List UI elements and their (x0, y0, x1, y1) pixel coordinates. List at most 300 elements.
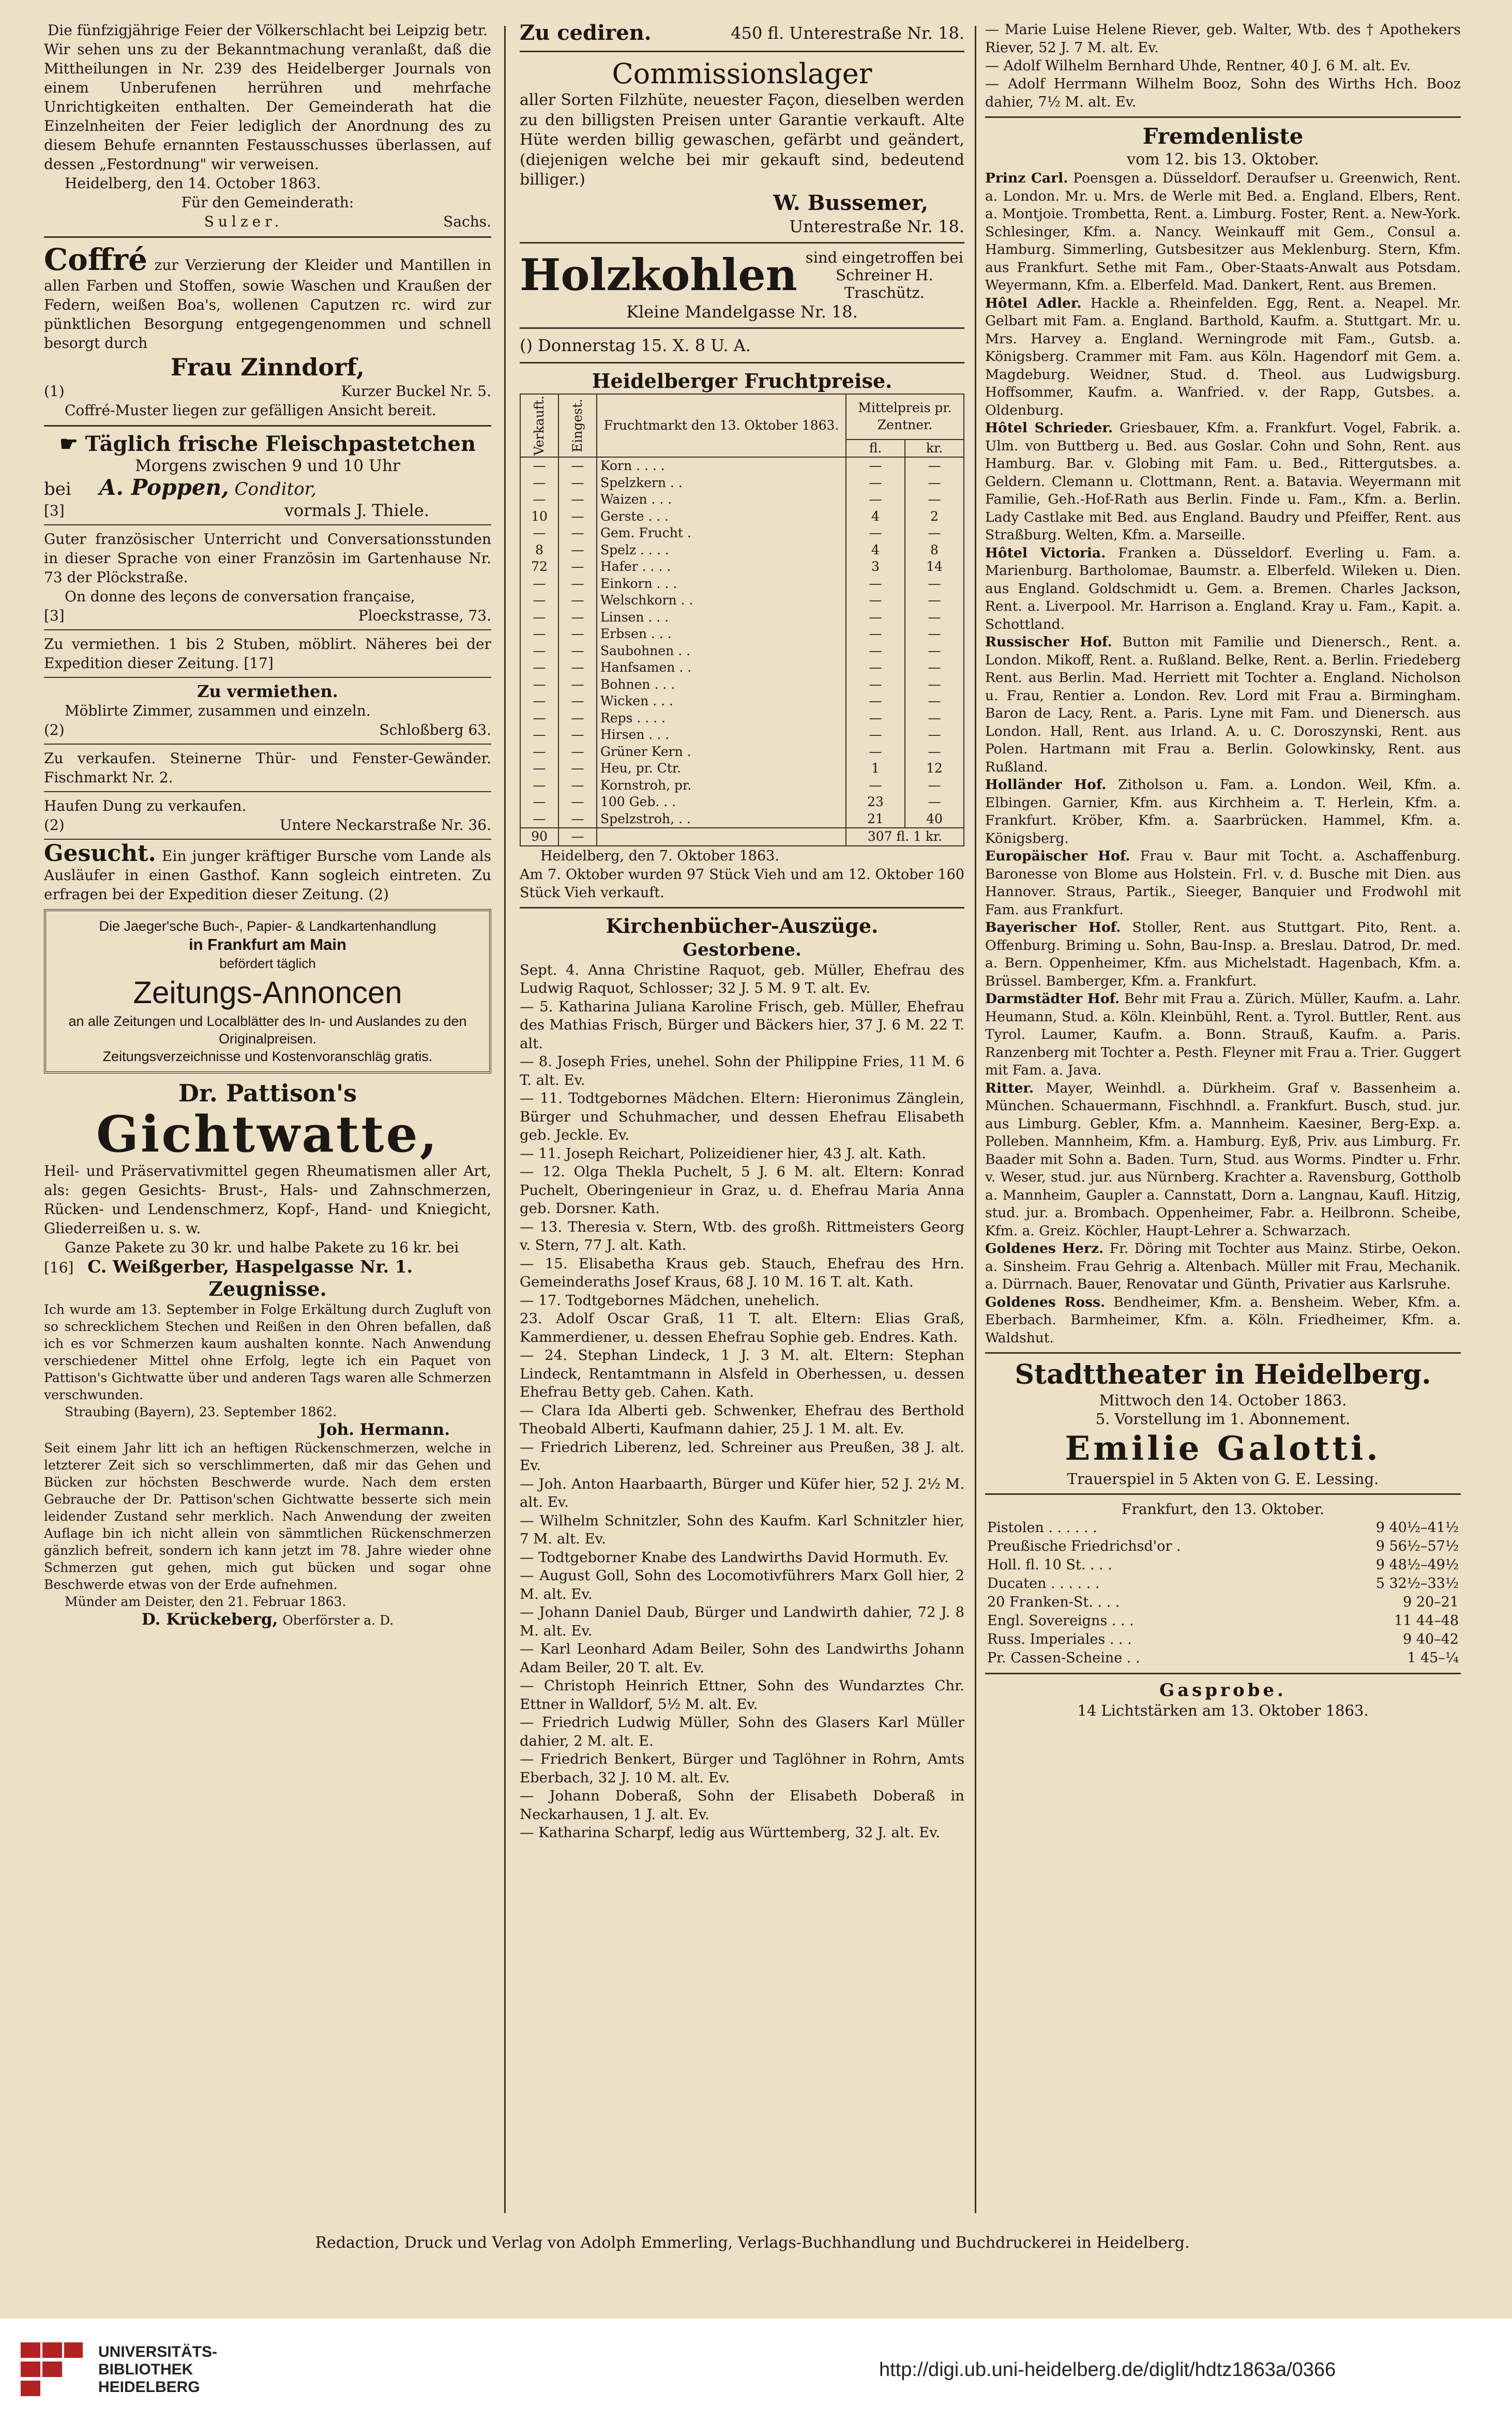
death-entry: — 8. Joseph Fries, unehel. Sohn der Philippine Fries, 11 M. 6 T. alt. Ev. (520, 1053, 964, 1088)
fruit-cell-verkauft: — (520, 592, 558, 609)
hotel-guests: Button mit Familie und Dienersch., Rent. a. London. Mikoff, Rent. a. Rußland. Belke, Rent. a. Berlin. Friedeberg Rent. aus Berlin. Mad. Herriett mit Tochter a. England. Nicholson u. Frau, Rentier a. London. Rev. Lord mit Frau a. Birmingham. Baron de Lacy, Rent. a. Paris. Lyne mit Fam. und Dienersch. aus London. Hall, Rent. aus Irland. A. u. C. Doroszynski, Rent. aus Polen. Hartmann mit Frau a. Berlin. Golowkinsky, Rent. aus Rußland. (985, 634, 1461, 775)
fruit-row (520, 626, 964, 643)
fruit-cell-eingestellt: — (558, 659, 597, 676)
gold-row (985, 1537, 1461, 1556)
fruit-cell-verkauft: — (520, 576, 558, 593)
fruchtpreise-table (520, 393, 964, 846)
library-logo-icon (21, 2342, 83, 2397)
fruit-cell-fl: — (846, 693, 905, 710)
gold-coin: Preußische Friedrichsd'or . (987, 1538, 1181, 1554)
fruit-cell-kr: 40 (905, 811, 964, 828)
announcement-date: Heidelberg, den 14. October 1863. (65, 175, 321, 192)
ad-jaeger-box (44, 909, 491, 1073)
kirch-subheadline: Gestorbene. (683, 939, 802, 960)
hotel-name: Goldenes Herz. (985, 1240, 1104, 1257)
fruit-cell-kr: — (905, 643, 964, 660)
column-left (44, 21, 491, 2223)
fruit-cell-grain: Hanfsamen . . (597, 659, 846, 676)
fruit-cell-fl: — (846, 457, 905, 475)
fruit-row (520, 475, 964, 492)
fruit-cell-kr: — (905, 475, 964, 492)
fruit-cell-verkauft: 72 (520, 558, 558, 576)
fruit-row (520, 576, 964, 593)
holz-headline: Holzkohlen (520, 249, 797, 300)
hotel-entry (985, 1080, 1461, 1240)
fruit-cell-verkauft: — (520, 676, 558, 693)
hotel-entry (985, 1240, 1461, 1294)
verm2-number: (2) (44, 721, 65, 738)
fruit-cell-fl: — (846, 726, 905, 744)
death-entry: — 13. Theresia v. Stern, Wtb. des großh. Rittmeisters Georg v. Stern, 77 J. alt. Kath. (520, 1218, 964, 1253)
hotel-name: Ritter. (985, 1080, 1034, 1096)
ad-vermiethen-2 (44, 682, 491, 739)
zeugnis-2-place: Münder am Deister, den 21. Februar 1863. (65, 1594, 346, 1609)
fruit-cell-fl: — (846, 643, 905, 660)
fruit-cell-kr: — (905, 693, 964, 710)
zeugnisse-headline: Zeugnisse. (208, 1277, 327, 1300)
fruit-cell-kr: — (905, 576, 964, 593)
signature-sachs: Sachs. (443, 213, 491, 230)
hotel-entry (985, 776, 1461, 847)
verm1-number: [17] (244, 655, 274, 672)
fruit-cell-fl: 1 (846, 760, 905, 777)
fruit-row (520, 592, 964, 609)
ad-vermiethen-1 (44, 634, 491, 673)
fruit-row (520, 659, 964, 676)
jaeger-line3: befördert täglich (219, 956, 316, 971)
zeugnis-2-title: Oberförster a. D. (282, 1613, 394, 1628)
franz-text: Guter französischer Unterricht und Conversationsstunden in dieser Sprache von einer Französin im Gartenhause Nr. 73 der Plöckstraße. (44, 531, 491, 586)
theater-date: Mittwoch den 14. October 1863. (1099, 1391, 1347, 1409)
goldkurse-section (985, 1500, 1461, 1668)
fruit-cell-grain: Gerste . . . (597, 508, 846, 525)
fruit-cell-fl: 4 (846, 508, 905, 525)
fruit-cell-verkauft: — (520, 659, 558, 676)
fruit-cell-verkauft: — (520, 491, 558, 508)
fruit-cell-grain: 100 Geb. . . (597, 794, 846, 811)
fruit-cell-eingestellt: — (558, 643, 597, 660)
fruit-cell-fl: — (846, 525, 905, 542)
fruit-cell-kr: — (905, 592, 964, 609)
fruit-row (520, 643, 964, 660)
fruit-cell-verkauft: — (520, 693, 558, 710)
fruit-cell-eingestellt: — (558, 508, 597, 525)
hotel-name: Hôtel Victoria. (985, 544, 1106, 561)
gicht-price: Ganze Pakete zu 30 kr. und halbe Pakete zu 16 kr. bei (65, 1239, 459, 1256)
death-continued-1: — Marie Luise Helene Riever, geb. Walter, Wtb. des † Apothekers Riever, 52 J. 7 M. alt. Ev. (985, 22, 1461, 56)
library-name-line1: UNIVERSITÄTS- (98, 2343, 218, 2360)
fruit-cell-verkauft: — (520, 609, 558, 626)
death-entry: — 12. Olga Thekla Puchelt, 5 J. 6 M. alt. Eltern: Konrad Puchelt, Oberingenieur in Graz, u. d. Ehefrau Maria Anna geb. Dorsner. Kath. (520, 1163, 964, 1217)
death-entry: — 15. Elisabetha Kraus geb. Stauch, Ehefrau des Hrn. Gemeinderaths Josef Kraus, 68 J. 10 M. 16 T. alt. Kath. (520, 1255, 964, 1290)
gold-coin: 20 Franken-St. . . . (987, 1594, 1120, 1610)
fruit-cell-grain: Hafer . . . . (597, 558, 846, 576)
fruit-date: Heidelberg, den 7. Oktober 1863. (540, 847, 779, 864)
fruit-row (520, 811, 964, 828)
cediren-text: 450 fl. Unterestraße Nr. 18. (731, 23, 964, 43)
fruit-cell-fl: — (846, 491, 905, 508)
fruit-cell-kr: — (905, 676, 964, 693)
fruit-cell-grain: Heu, pr. Ctr. (597, 760, 846, 777)
fruit-row (520, 710, 964, 727)
fruit-cell-eingestellt: — (558, 491, 597, 508)
fremdenliste-date: vom 12. bis 13. Oktober. (1127, 150, 1319, 169)
column-rule (975, 26, 976, 2213)
death-entry: — Friedrich Ludwig Müller, Sohn des Glasers Karl Müller dahier, 2 M. alt. E. (520, 1714, 964, 1749)
hotel-guests: Fr. Döring mit Tochter aus Mainz. Stirbe, Oekon. a. Sinsheim. Frau Gehrig a. Altenbach. Müller mit Frau, Mechanik. a. Dürrnach. Bauer, Renovatar und Günth, Privatier aus Karlsruhe. (985, 1240, 1461, 1292)
goldkurse-table (985, 1519, 1461, 1668)
fruit-cell-fl: — (846, 475, 905, 492)
ad-coffre (44, 243, 491, 420)
pastete-vormals: vormals J. Thiele. (284, 501, 429, 520)
fruit-cell-fl: — (846, 592, 905, 609)
death-entry: — Clara Ida Alberti geb. Schwenker, Ehefrau des Berthold Theobald Alberti, Kaufmann dahier, 25 J. 1 M. alt. Ev. (520, 1402, 964, 1437)
hotel-guests: Hackle a. Rheinfelden. Egg, Rent. a. Neapel. Mr. Gelbart mit Fam. a. England. Barthold, Kaufm. a. Stuttgart. Mr. u. Mrs. Harvey a. England. Werningrode mit Fam., Gutsb. a. Königsberg. Crammer mit Fam. aus Köln. Hagendorf mit Gem. a. Magdeburg. Weidner, Stud. d. Theol. aus Ludwigsburg. Hoffsommer, Kaufm. a. Wanfried. v. der Rapp, Gutsbes. a. Oldenburg. (985, 295, 1461, 418)
gold-headline: Frankfurt, den 13. Oktober. (1122, 1501, 1324, 1518)
fruit-cell-kr: — (905, 726, 964, 744)
death-entry: 23. Adolf Oscar Graß, 11 T. alt. Eltern: Elias Graß, Kammerdiener, u. dessen Ehefrau Sophie geb. Endres. Kath. (520, 1310, 964, 1345)
fruit-th-fl: fl. (846, 440, 905, 458)
fruit-cell-fl: — (846, 659, 905, 676)
hotel-entry (985, 847, 1461, 919)
fruit-cell-verkauft: — (520, 726, 558, 744)
fruit-cell-eingestellt: — (558, 457, 597, 475)
gold-coin: Holl. fl. 10 St. . . . (987, 1557, 1112, 1573)
death-entry: — Wilhelm Schnitzler, Sohn des Kaufm. Karl Schnitzler hier, 7 M. alt. Ev. (520, 1512, 964, 1547)
fruit-cell-eingestellt: — (558, 726, 597, 744)
library-name-line2: BIBLIOTHEK (98, 2361, 193, 2378)
fruit-row (520, 760, 964, 777)
gold-coin: Ducaten . . . . . . (987, 1576, 1100, 1592)
hotel-name: Hôtel Adler. (985, 295, 1082, 311)
gicht-headline: Gichtwatte, (96, 1105, 440, 1163)
hotel-guests: Poensgen a. Düsseldorf. Deraufser u. Greenwich, Rent. a. London. Mr. u. Mrs. de Werle mit Bed. a. England. Elbers, Rent. a. Montjoie. Trombetta, Rent. a. Limburg. Foster, Rent. a. New-York. Schlesinger, Kfm. a. Nancy. Weinkauff mit Gem., Consul a. Hamburg. Simmerling, Gutsbesitzer aus Meklenburg. Stern, Kfm. aus Frankfurt. Sethe mit Fam., Ober-Staats-Anwalt aus Potsdam. Weyermann, Kfm. a. Elberfeld. Mad. Dankert, Rent. aus Bremen. (985, 170, 1461, 293)
fruit-cell-eingestellt: — (558, 777, 597, 794)
hotel-name: Darmstädter Hof. (985, 991, 1120, 1007)
hotel-name: Europäischer Hof. (985, 848, 1130, 864)
death-entry: — Johann Doberaß, Sohn der Elisabeth Doberaß in Neckarhausen, 1 J. alt. Ev. (520, 1788, 964, 1823)
gicht-number: [16] (44, 1259, 74, 1276)
fruit-th-markt: Fruchtmarkt den 13. Oktober 1863. (597, 394, 846, 458)
fruit-cell-eingestellt: — (558, 760, 597, 777)
death-entry: Sept. 4. Anna Christine Raquot, geb. Müller, Ehefrau des Ludwig Raquot, Schlosser; 32 J. 5 M. 9 T. alt. Ev. (520, 961, 964, 996)
fruit-cell-verkauft: — (520, 457, 558, 475)
pastete-time: Morgens zwischen 9 und 10 Uhr (135, 457, 400, 475)
pastete-bei: bei (44, 479, 71, 499)
fruit-cell-verkauft: — (520, 710, 558, 727)
fruit-cell-kr: — (905, 609, 964, 626)
fruit-cell-grain: Welschkorn . . (597, 592, 846, 609)
fruit-cell-verkauft: — (520, 760, 558, 777)
hotel-name: Russischer Hof. (985, 634, 1112, 650)
fruit-note: Am 7. Oktober wurden 97 Stück Vieh und am 12. Oktober 160 Stück Vieh verkauft. (520, 866, 964, 901)
franz-french: On donne des leçons de conversation française, (65, 588, 415, 605)
coffre-note: Coffré-Muster liegen zur gefälligen Ansicht bereit. (65, 402, 436, 419)
hotel-guests: Behr mit Frau a. Zürich. Müller, Kaufm. a. Lahr. Heumann, Stud. a. Köln. Kleinbühl, Rent. a. Tyrol. Buttler, Rent. aus Tyrol. Laumer, Kaufm. a. Bonn. Strauß, Kaufm. a. Paris. Ranzenberg mit Tochter a. Pesth. Fleyner mit Frau a. Trier. Guggert mit Fam. a. Java. (985, 991, 1461, 1078)
pastete-name: A. Poppen, (99, 475, 229, 500)
announcement-signer-label: Für den Gemeinderath: (181, 194, 354, 211)
fruit-cell-eingestellt: — (558, 794, 597, 811)
fruchtpreise-section (520, 369, 964, 902)
death-entry: — Friedrich Benkert, Bürger und Taglöhner in Rohrn, Amts Eberbach, 32 J. 10 M. alt. Ev. (520, 1751, 964, 1786)
death-entry: — Katharina Scharpf, ledig aus Württemberg, 32 J. alt. Ev. (520, 1824, 941, 1841)
fruit-cell-grain: Wicken . . . (597, 693, 846, 710)
death-entry: — Christoph Heinrich Ettner, Sohn des Wundarztes Chr. Ettner in Walldorf, 5½ M. alt. Ev. (520, 1677, 964, 1713)
gold-row (985, 1575, 1461, 1593)
gold-rate: 9 20–21 (1403, 1594, 1459, 1610)
fruit-row (520, 676, 964, 693)
hotel-entry (985, 633, 1461, 776)
fruit-cell-fl: 3 (846, 558, 905, 576)
ad-gesucht (44, 840, 491, 904)
coffre-headline: Coffré (44, 242, 147, 277)
gold-coin: Engl. Sovereigns . . . (987, 1613, 1134, 1629)
verm1-text: Zu vermiethen. 1 bis 2 Stuben, möblirt. Näheres bei der Expedition dieser Zeitung. (44, 635, 491, 672)
fruit-cell-grain: Grüner Kern . (597, 744, 846, 761)
death-entry: — 17. Todtgebornes Mädchen, unehelich. (520, 1292, 820, 1309)
gasprobe-headline: Gasprobe. (1159, 1680, 1287, 1701)
fruit-row (520, 542, 964, 559)
hotel-guests: Franken a. Düsseldorf. Everling u. Fam. a. Marienburg. Bartholomae, Baumstr. a. Elberfeld. Wileken u. Dien. aus England. Goldschmidt u. Gem. a. Bremen. Charles Jackson, Rent. a. Liverpool. Mr. Harrison a. England. Kray u. Fam., Kapit. a. Schottland. (985, 544, 1461, 632)
column-rule (504, 26, 506, 2213)
verm2-text: Möblirte Zimmer, zusammen und einzeln. (65, 702, 371, 719)
kirch-headline: Kirchenbücher-Auszüge. (606, 914, 879, 937)
fruit-cell-grain: Reps . . . . (597, 710, 846, 727)
hotel-list (985, 170, 1461, 1347)
fruit-cell-verkauft: 8 (520, 542, 558, 559)
fruit-cell-eingestellt: — (558, 475, 597, 492)
fruit-cell-eingestellt: — (558, 558, 597, 576)
fruit-cell-verkauft: — (520, 626, 558, 643)
fruit-cell-kr: — (905, 659, 964, 676)
fruit-th-kr: kr. (905, 440, 964, 458)
pointing-hand-icon: ☛ (59, 432, 78, 456)
zeugnis-1-text: Ich wurde am 13. September in Folge Erkältung durch Zugluft von so schrecklichem Stechen und Reißen in den Ohren befallen, daß ich es vor Schmerzen kaum aushalten konnte. Nach Anwendung verschiedener Mittel ohne Erfolg, legte ich ein Paquet von Pattison's Gichtwatte über und anderen Tags waren alle Schmerzen verschwunden. (44, 1302, 491, 1402)
fruit-cell-eingestellt: — (558, 744, 597, 761)
fruit-cell-eingestellt: — (558, 542, 597, 559)
fruit-cell-grain: Korn . . . . (597, 457, 846, 475)
ad-commissionslager (520, 57, 964, 237)
hotel-entry (985, 170, 1461, 295)
fruit-cell-fl: 4 (846, 542, 905, 559)
hotel-entry (985, 295, 1461, 420)
fruit-row (520, 693, 964, 710)
fruit-cell-kr: 14 (905, 558, 964, 576)
zeugnis-1-name: Joh. Hermann. (319, 1420, 450, 1439)
gold-row (985, 1556, 1461, 1575)
fruit-cell-verkauft: — (520, 777, 558, 794)
fruit-cell-kr: — (905, 491, 964, 508)
comm-text: aller Sorten Filzhüte, neuester Façon, dieselben werden zu den billigsten Preisen unter Garantie verkauft. Alte Hüte werden billig gewaschen, gefärbt und geändert, (diejenigen welche bei mir gekauft sind, bedeutend billiger.) (520, 91, 964, 189)
pastete-headline: Täglich frische Fleischpastetchen (85, 432, 476, 456)
hotel-guests: Frau v. Baur mit Tocht. a. Aschaffenburg. Baronesse von Blome aus Holstein. Frl. v. d. Busche mit Dien. aus Hannover. Straus, Partik., Sieeger, Banquier und Frodwohl mit Fam. aus Frankfurt. (985, 848, 1461, 918)
fruit-cell-grain: Waizen . . . (597, 491, 846, 508)
hotel-name: Goldenes Ross. (985, 1294, 1106, 1310)
theater-headline: Stadttheater in Heidelberg. (1015, 1359, 1431, 1390)
fruit-cell-kr: 12 (905, 760, 964, 777)
fruit-cell-verkauft: — (520, 811, 558, 828)
fruit-cell-grain: Einkorn . . . (597, 576, 846, 593)
fruit-cell-fl: — (846, 609, 905, 626)
hotel-guests: Stoller, Rent. aus Stuttgart. Pito, Rent. a. Offenburg. Briming u. Sohn, Bau-Insp. a. Breslau. Datrod, Dr. med. a. Bern. Oppenheimer, Kfm. aus Michelstadt. Hagenbach, Kfm. a. Brüssel. Bamberger, Kfm. a. Frankfurt. (985, 919, 1461, 989)
jaeger-line2: in Frankfurt am Main (189, 935, 346, 953)
fruit-cell-verkauft: 10 (520, 508, 558, 525)
fruit-cell-eingestellt: — (558, 576, 597, 593)
holz-address: Kleine Mandelgasse Nr. 18. (626, 301, 858, 322)
fruit-row (520, 726, 964, 744)
fruit-cell-fl: 23 (846, 794, 905, 811)
cediren-headline: Zu cediren. (520, 21, 652, 45)
fruit-th-verkauft: Verkauft. (531, 395, 547, 456)
zeugnis-1-place: Straubing (Bayern), 23. September 1862. (65, 1404, 337, 1419)
death-entry: — Karl Leonhard Adam Beiler, Sohn des Landwirths Johann Adam Beiler, 20 T. alt. Ev. (520, 1641, 964, 1676)
fruit-cell-grain: Saubohnen . . (597, 643, 846, 660)
gesucht-headline: Gesucht. (44, 840, 156, 867)
ad-verkaufen: Zu verkaufen. Steinerne Thür- und Fenster-Gewänder. Fischmarkt Nr. 2. (44, 750, 491, 786)
fruit-cell-verkauft: — (520, 525, 558, 542)
fruit-cell-grain: Gem. Frucht . (597, 525, 846, 542)
fruit-cell-eingestellt: — (558, 811, 597, 828)
jaeger-headline: Zeitungs-Annoncen (133, 975, 402, 1010)
fruit-cell-fl: 21 (846, 811, 905, 828)
pastete-conditor: Conditor, (234, 479, 317, 499)
gesucht-text: Ein junger kräftiger Bursche vom Lande als Ausläufer in einen Gasthof. Kann sogleich eintreten. Zu erfragen bei der Expedition dieser Zeitung. (44, 847, 491, 903)
comm-headline: Commissionslager (612, 57, 872, 90)
announcement-subject: Die fünfzigjährige Feier der Völkerschlacht bei Leipzig betr. (47, 22, 488, 39)
fruit-cell-fl: — (846, 744, 905, 761)
death-entry: — Joh. Anton Haarbaarth, Bürger und Küfer hier, 52 J. 2½ M. alt. Ev. (520, 1475, 964, 1510)
fruit-row (520, 777, 964, 794)
hotel-name: Holländer Hof. (985, 777, 1107, 793)
death-continued-3: — Adolf Herrmann Wilhelm Booz, Sohn des Wirths Hch. Booz dahier, 7½ M. alt. Ev. (985, 76, 1461, 110)
holz-text1: sind eingetroffen bei (805, 248, 963, 266)
fruit-cell-grain: Hirsen . . . (597, 726, 846, 744)
jaeger-line1: Die Jaeger'sche Buch-, Papier- & Landkartenhandlung (99, 918, 436, 934)
hotel-guests: Griesbauer, Kfm. a. Frankfurt. Vogel, Fabrik. a. Ulm. von Buttberg u. Bed. aus Goslar. Cohn und Sohn, Rent. aus Hamburg. Bar. v. Globing mit Fam. u. Bed., Rittergutsbes. a. Geldern. Clemann u. Clottmann, Rent. a. Batavia. Weyermann mit Familie, Geh.-Hof-Rath aus Berlin. Finde u. Fam., Kfm. a. Berlin. Lady Castlake mit Bed. aus England. Baudry und Pfeiffer, Rent. aus Straßburg. Welten, Kfm. a. Marseille. (985, 420, 1461, 543)
fruit-cell-grain: Erbsen . . . (597, 626, 846, 643)
pastete-number: [3] (44, 502, 65, 519)
hotel-name: Bayerischer Hof. (985, 919, 1121, 935)
fruit-cell-fl: — (846, 576, 905, 593)
library-name-line3: HEIDELBERG (98, 2379, 200, 2396)
fruit-row (520, 457, 964, 475)
fruit-th-price: Mittelpreis pr. Zentner. (846, 394, 964, 440)
franz-address: Ploeckstrasse, 73. (358, 607, 491, 624)
hotel-entry (985, 419, 1461, 544)
hotel-name: Hôtel Schrieder. (985, 420, 1113, 436)
hotel-guests: Mayer, Weinhdl. a. Dürkheim. Graf v. Bassenheim a. München. Schauermann, Fischhndl. a. Frankfurt. Busch, stud. jur. aus Limburg. Gebler, Kfm. a. Mannheim. Kaesiner, Berg-Exp. a. Polleben. Mannheim, Kfm. a. Hamburg. Eyß, Priv. aus Limburg. Fr. Baader mit Sohn a. Baden. Turn, Stud. aus Worms. Pindter u. Frhr. v. Weser, stud. jur. aus Nürnberg. Krachter a. Ravensburg, Gottholb a. Mannheim, Gaupler a. Cannstatt, Dorn a. Langnau, Kaufl. Hitzig, stud. jur. a. Brombach. Oppenheimer, Fabr. a. Heilbronn. Scheibe, Kfm. a. Greiz. Köchler, Haupt-Lehrer a. Schwarzach. (985, 1080, 1461, 1239)
dung-text: Haufen Dung zu verkaufen. (44, 797, 247, 814)
fruit-cell-eingestellt: — (558, 609, 597, 626)
hotel-guests: Zitholson u. Fam. a. London. Weil, Kfm. a. Elbingen. Garnier, Kfm. aus Kirchheim a. T. Herlein, Kfm. a. Frankfurt. Kröber, Kfm. a. Saarbrücken. Hammel, Kfm. a. Königsberg. (985, 777, 1461, 846)
fruit-cell-grain: Spelz . . . . (597, 542, 846, 559)
dung-number: (2) (44, 816, 65, 834)
death-entry: — August Goll, Sohn des Locomotivführers Marx Goll hier, 2 M. alt. Ev. (520, 1567, 964, 1602)
zeugnis-2-name: D. Krückeberg, (141, 1610, 278, 1629)
jaeger-line5: an alle Zeitungen und Localblätter des In- und Auslandes zu den Originalpreisen. (68, 1013, 467, 1047)
coffre-number: (1) (44, 383, 65, 400)
fruit-cell-eingestellt: — (558, 592, 597, 609)
theater-title: Emilie Galotti. (1065, 1429, 1381, 1468)
fruit-total-sum: 307 fl. 1 kr. (846, 828, 964, 846)
ad-dung (44, 796, 491, 835)
fruit-cell-grain: Bohnen . . . (597, 676, 846, 693)
hotel-entry (985, 1294, 1461, 1348)
kirchenbuecher-section (520, 914, 964, 1842)
hotel-entry (985, 919, 1461, 990)
fruit-total-verkauft: 90 (520, 828, 558, 846)
gold-row (985, 1519, 1461, 1537)
gold-rate: 9 40–42 (1403, 1631, 1459, 1647)
fruit-total-eingestellt: — (558, 828, 597, 846)
death-entry: — Johann Daniel Daub, Bürger und Landwirth dahier, 72 J. 8 M. alt. Ev. (520, 1604, 964, 1639)
fruit-cell-verkauft: — (520, 794, 558, 811)
death-entry: — 11. Todtgebornes Mädchen. Eltern: Hieronimus Zänglein, Bürger und Schuhmacher, und dessen Ehefrau Elisabeth geb. Jeckle. Ev. (520, 1090, 964, 1143)
fruit-cell-fl: — (846, 777, 905, 794)
fruit-row (520, 744, 964, 761)
zeugnis-2-text: Seit einem Jahr litt ich an heftigen Rückenschmerzen, welche in letzterer Zeit sich so verschlimmerten, daß mir das Gehen und Bücken zur höchsten Beschwerde wurde. Nach dem ersten Gebrauche der Dr. Pattison'schen Gichtwatte besserte sich mein leidender Zustand sehr merklich. Nach Anwendung der zweiten Auflage bin ich nicht allein von sämmtlichen Rückenschmerzen gänzlich befreit, sondern ich kann jetzt im 78. Jahre wieder ohne Schmerzen gut gehen, mich gut bücken und sogar ohne Beschwerde etwas von der Erde aufnehmen. (44, 1441, 491, 1592)
gold-rate: 11 44–48 (1394, 1613, 1459, 1629)
gasprobe-text: 14 Lichtstärken am 13. Oktober 1863. (1077, 1702, 1369, 1719)
coffre-name: Frau Zinndorf, (170, 353, 365, 381)
fruit-row (520, 558, 964, 576)
gold-row (985, 1593, 1461, 1612)
death-entry: — Todtgeborner Knabe des Landwirths David Hormuth. Ev. (520, 1549, 949, 1566)
library-bar (0, 2319, 1512, 2422)
fruit-cell-fl: — (846, 710, 905, 727)
death-entry: — 24. Stephan Lindeck, 1 J. 3 M. alt. Eltern: Stephan Lindeck, Rentamtmann in Alsfeld in Oberhessen, u. dessen Ehefrau Betty geb. Cahen. Kath. (520, 1347, 964, 1400)
franz-number: [3] (44, 607, 65, 624)
fruit-cell-kr: 8 (905, 542, 964, 559)
death-entry: — 11. Joseph Reichart, Polizeidiener hier, 43 J. alt. Kath. (520, 1145, 927, 1162)
fruit-cell-verkauft: — (520, 643, 558, 660)
theater-author: Trauerspiel in 5 Akten von G. E. Lessing. (1067, 1470, 1379, 1488)
permalink[interactable]: http://digi.ub.uni-heidelberg.de/diglit/hdtz1863a/0366 (879, 2359, 1336, 2381)
gicht-doctor: Dr. Pattison's (178, 1079, 357, 1107)
ad-cediren (520, 21, 964, 46)
gold-rate: 1 45–¼ (1407, 1650, 1459, 1666)
fruit-cell-grain: Kornstroh, pr. (597, 777, 846, 794)
fruit-cell-eingestellt: — (558, 693, 597, 710)
fruit-cell-kr: — (905, 744, 964, 761)
ad-franzoesisch (44, 529, 491, 625)
fruit-row (520, 794, 964, 811)
gold-rate: 9 48½–49½ (1375, 1557, 1459, 1573)
fruit-cell-grain: Spelzstroh, . . (597, 811, 846, 828)
fruit-cell-eingestellt: — (558, 626, 597, 643)
gicht-text: Heil- und Präservativmittel gegen Rheumatismen aller Art, als: gegen Gesichts- Brust-, Hals- und Zahnschmerzen, Rücken- und Lendenschmerz, Kopf-, Hand- und Kniegicht, Gliederreißen u. s. w. (44, 1162, 491, 1237)
fruit-th-eingestellt: Eingest. (569, 398, 585, 452)
gold-coin: Pr. Cassen-Scheine . . (987, 1650, 1140, 1666)
fruit-row (520, 525, 964, 542)
coffre-text: zur Verzierung der Kleider und Mantillen in allen Farben und Stoffen, sowie Waschen und Kraußen der Federn, weißen Boa's, wollenen Caputzen rc. wird zur pünktlichen Besorgung entgegengenommen und schnell besorgt durch (44, 256, 491, 352)
fruit-cell-verkauft: — (520, 475, 558, 492)
fruit-row (520, 609, 964, 626)
comm-name: W. Bussemer, (773, 190, 928, 215)
gold-rate: 9 56½–57½ (1375, 1538, 1459, 1554)
death-entry: — Friedrich Liberenz, led. Schreiner aus Preußen, 38 J. alt. Ev. (520, 1439, 964, 1474)
ad-holzkohlen (520, 249, 964, 301)
fruit-row (520, 491, 964, 508)
fruit-row (520, 508, 964, 525)
announcement-gemeinderath (44, 21, 491, 231)
fruit-headline: Heidelberger Fruchtpreise. (592, 369, 893, 392)
lodge-notice: () Donnerstag 15. X. 8 U. A. (520, 335, 751, 355)
column-middle (520, 21, 964, 2223)
ad-fleischpastetchen (44, 432, 491, 520)
holz-text2: Schreiner H. Traschütz. (836, 266, 933, 301)
fruit-cell-kr: 2 (905, 508, 964, 525)
